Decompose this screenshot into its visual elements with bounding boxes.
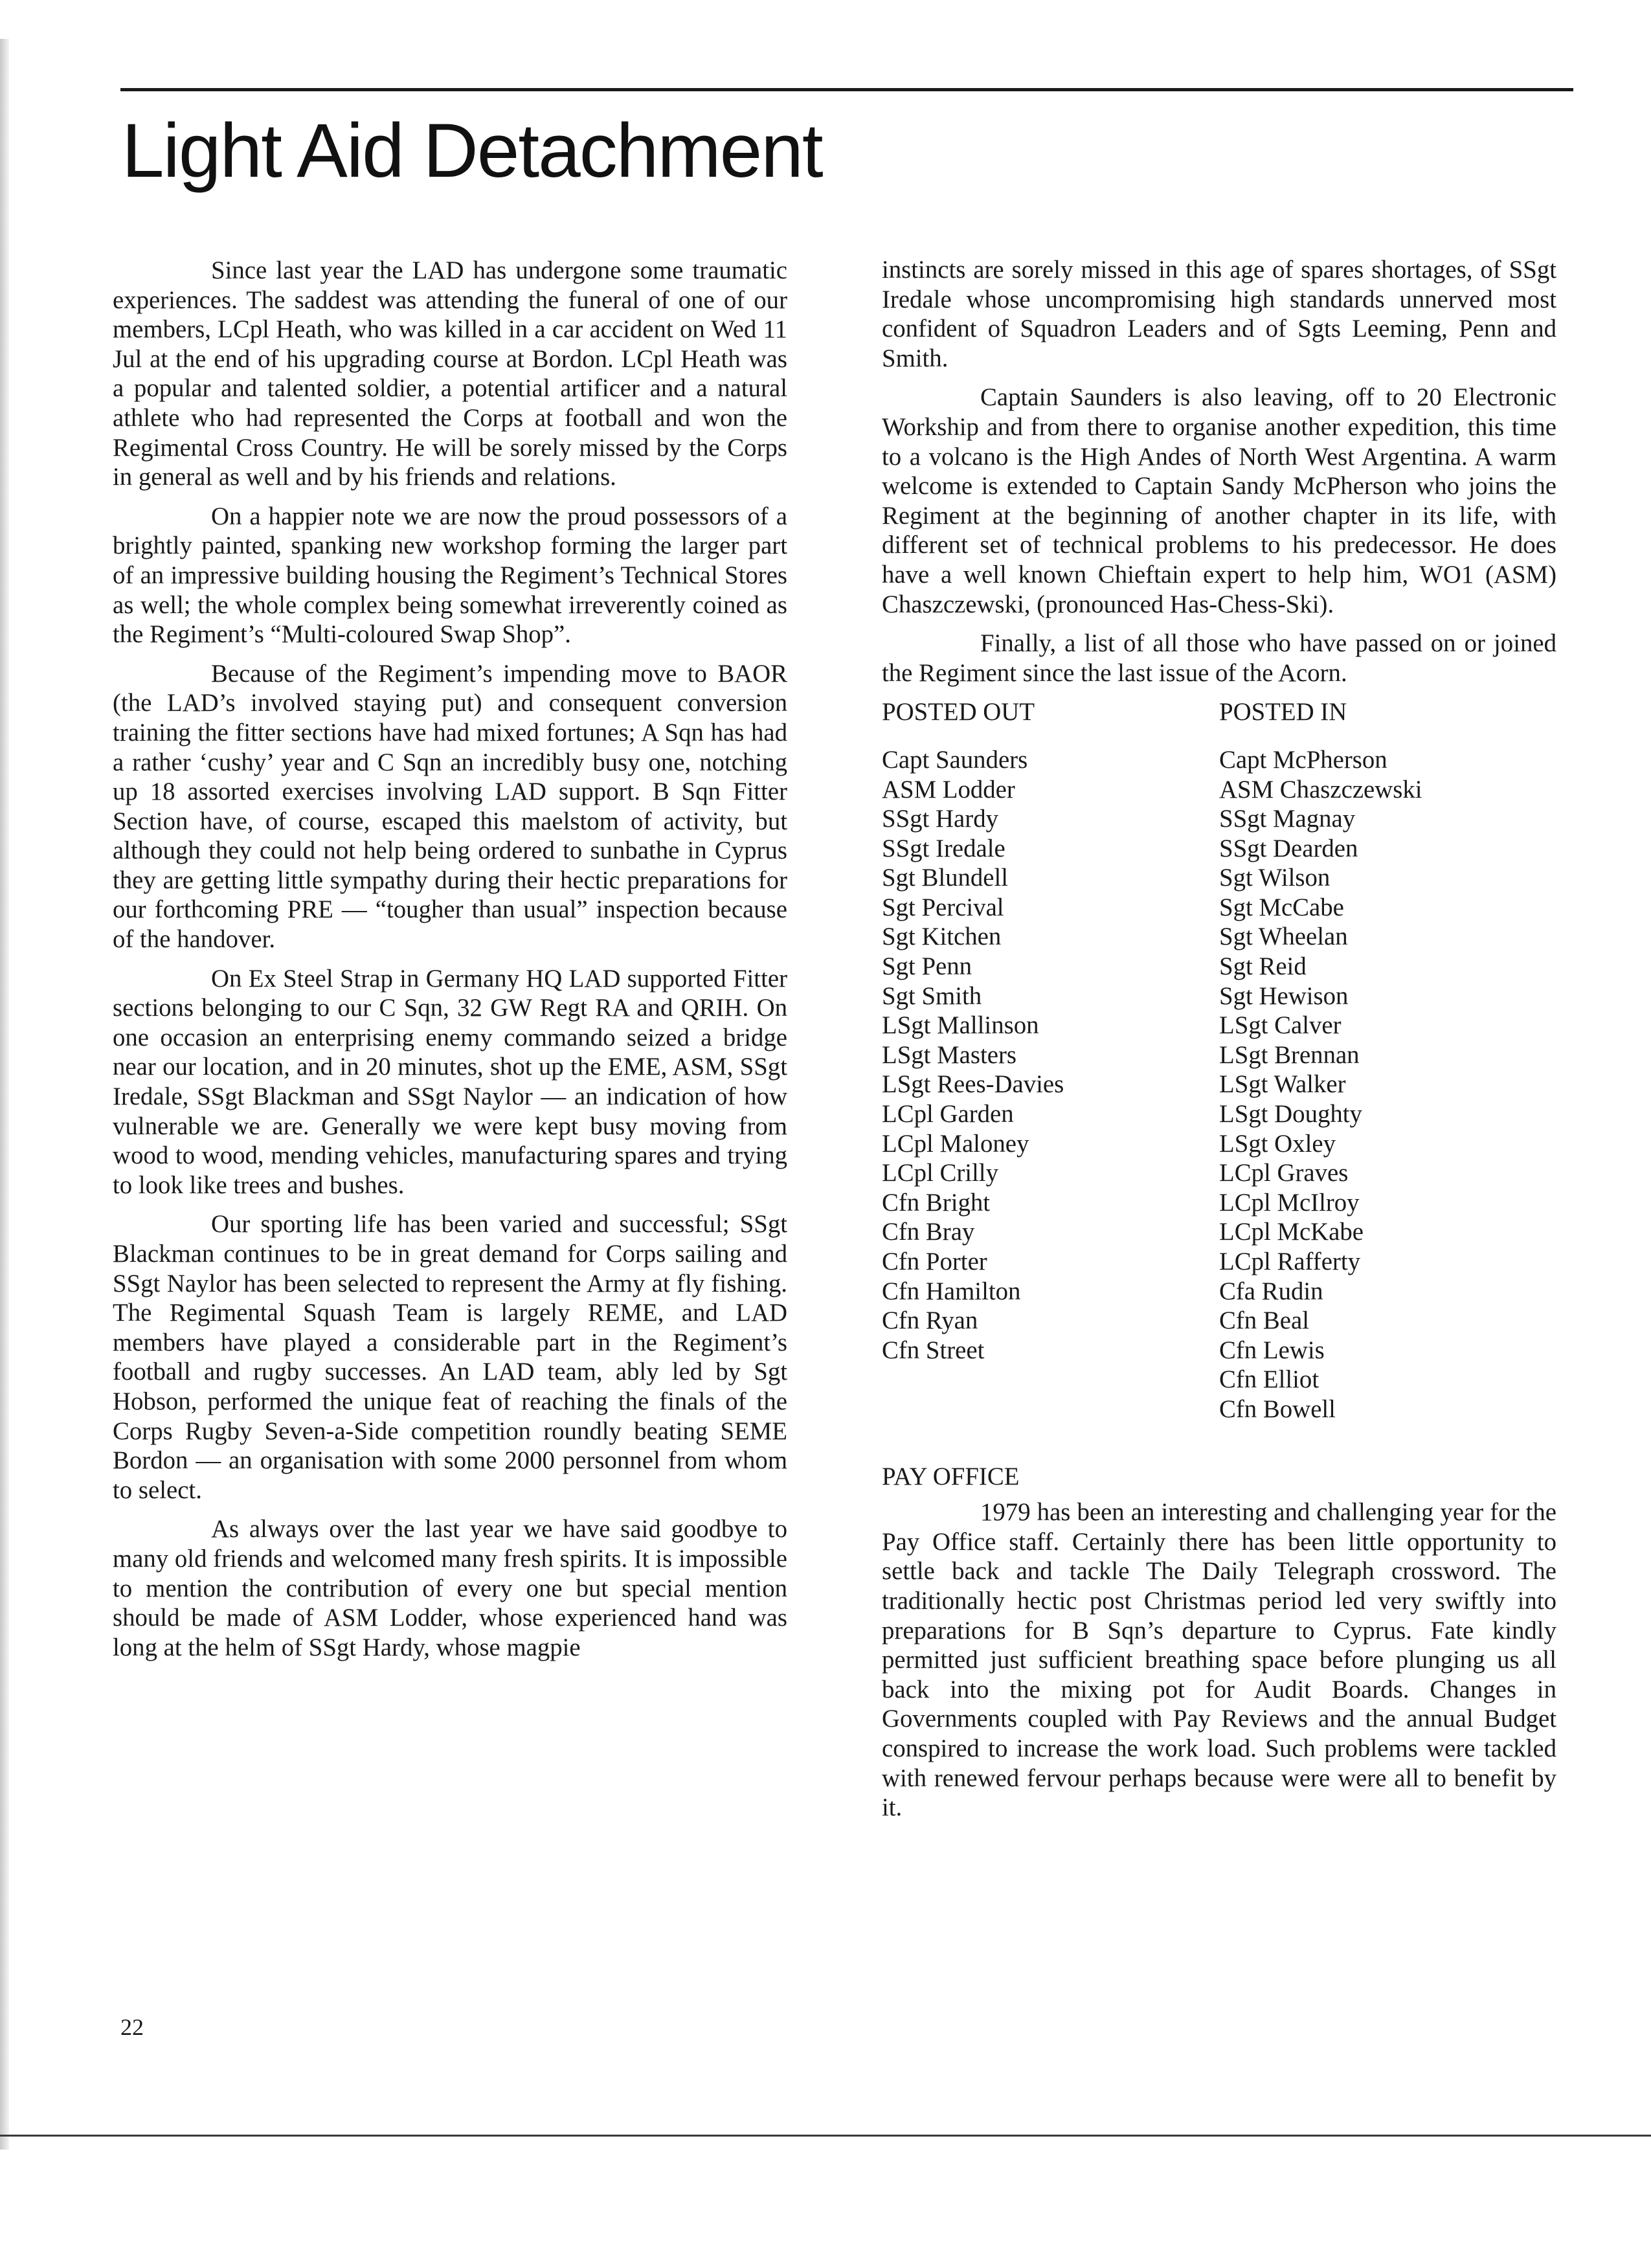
posted-out-heading: POSTED OUT — [882, 698, 1035, 726]
list-item: Cfn Bray — [882, 1218, 975, 1246]
paragraph: Because of the Regiment’s impending move to BAOR (the LAD’s involved staying put) and consequent conversion training the fitter sections have had mixed fortunes; A Sqn has had a rather ‘cushy’ year and C Sqn an incredibly busy one, notching up 18 assorted exercises involving LAD support. B Sqn Fitter Section have, of course, escaped this maelstom of activity, but although they could not help being ordered to sunbathe in Cyprus they are getting little sympathy during their hectic preparations for our forthcoming PRE — “tougher than usual” inspection because of the handover. — [113, 659, 787, 954]
list-item: Cfn Ryan — [882, 1307, 978, 1335]
list-item: Capt McPherson — [1219, 745, 1387, 774]
pay-office-paragraph: 1979 has been an interesting and challenging year for the Pay Office staff. Certainly there has been little opportunity to settle back and tackle The Daily Telegraph crossword. The traditionally hectic post Christmas period led very swiftly into preparations for B Sqn’s departure to Cyprus. Fate kindly permitted just sufficient breathing space before plunging us all back into the mixing pot for Audit Boards. Changes in Governments coupled with Pay Reviews and the annual Budget conspired to increase the work load. Such problems were tackled with renewed fervour perhaps because were were all to benefit by it. — [882, 1498, 1556, 1822]
list-item: Cfn Bright — [882, 1188, 991, 1217]
list-item: Cfn Street — [882, 1336, 985, 1364]
posted-in-heading: POSTED IN — [1219, 698, 1347, 726]
paragraph: On a happier note we are now the proud possessors of a brightly painted, spanking new workshop forming the larger part of an impressive building housing the Regiment’s Technical Stores as well; the whole complex being somewhat irreverently coined as the Regiment’s “Multi-coloured Swap Shop”. — [113, 502, 787, 649]
list-item: LCpl McIlroy — [1219, 1188, 1360, 1217]
list-item: Sgt Blundell — [882, 864, 1009, 892]
list-item: LSgt Masters — [882, 1040, 1016, 1069]
posted-in-list — [1219, 745, 1556, 1424]
posted-out-list — [882, 745, 1219, 1365]
list-item: ASM Chaszczewski — [1219, 775, 1422, 803]
list-item: ASM Lodder — [882, 775, 1015, 803]
list-item: SSgt Dearden — [1219, 834, 1358, 862]
paragraph: Since last year the LAD has undergone some traumatic experiences. The saddest was attending the funeral of one of our members, LCpl Heath, who was killed in a car accident on Wed 11 Jul at the end of his upgrading course at Bordon. LCpl Heath was a popular and talented soldier, a potential artificer and a natural athlete who had represented the Corps at football and won the Regimental Cross Country. He will be sorely missed by the Corps in general as well and by his friends and relations. — [113, 256, 787, 491]
list-item: Sgt Wilson — [1219, 864, 1331, 892]
paragraph: On Ex Steel Strap in Germany HQ LAD supported Fitter sections belonging to our C Sqn, 32 GW Regt RA and QRIH. On one occasion an enterprising enemy commando seized a bridge near our location, and in 20 minutes, shot up the EME, ASM, SSgt Iredale, SSgt Blackman and SSgt Naylor — an indication of how vulnerable we are. Generally we were kept busy moving from wood to wood, mending vehicles, manufacturing spares and trying to look like trees and bushes. — [113, 964, 787, 1199]
list-item: LCpl Graves — [1219, 1159, 1349, 1187]
list-item: Capt Saunders — [882, 745, 1028, 774]
list-item: LSgt Doughty — [1219, 1100, 1362, 1128]
article-title: Light Aid Detachment — [122, 108, 822, 194]
list-item: LSgt Brennan — [1219, 1040, 1360, 1069]
list-item: LSgt Mallinson — [882, 1011, 1039, 1040]
pay-office-heading: PAY OFFICE — [882, 1462, 1020, 1490]
posted-out-section — [882, 697, 1219, 1424]
list-item: Cfn Beal — [1219, 1307, 1309, 1335]
list-item: Cfn Hamilton — [882, 1277, 1021, 1305]
list-item: LCpl Maloney — [882, 1129, 1029, 1158]
list-item: LCpl McKabe — [1219, 1218, 1364, 1246]
list-item: Cfn Bowell — [1219, 1395, 1336, 1423]
list-item: Sgt Kitchen — [882, 923, 1002, 951]
list-item: Sgt Penn — [882, 952, 972, 981]
left-column — [113, 256, 787, 1672]
list-item: Cfn Elliot — [1219, 1365, 1320, 1394]
list-item: LSgt Walker — [1219, 1070, 1346, 1099]
list-item: LCpl Garden — [882, 1100, 1014, 1128]
list-item: SSgt Magnay — [1219, 805, 1356, 833]
list-item: Sgt Reid — [1219, 952, 1307, 981]
list-item: LSgt Calver — [1219, 1011, 1342, 1040]
list-item: SSgt Hardy — [882, 805, 998, 833]
list-item: LSgt Rees-Davies — [882, 1070, 1064, 1099]
list-item: Sgt Wheelan — [1219, 923, 1348, 951]
paragraph: Finally, a list of all those who have passed on or joined the Regiment since the last issue of the Acorn. — [882, 629, 1556, 687]
list-item: Cfn Porter — [882, 1248, 987, 1275]
list-item: Sgt McCabe — [1219, 893, 1344, 921]
paragraph: Our sporting life has been varied and successful; SSgt Blackman continues to be in great demand for Corps sailing and SSgt Naylor has been selected to represent the Army at fly fishing. The Regimental Squash Team is largely REME, and LAD members have played a considerable part in the Regiment’s football and rugby successes. An LAD team, ably led by Sgt Hobson, performed the unique feat of reaching the finals of the Corps Rugby Seven-a-Side competition roundly beating SEME Bordon — an organisation with some 2000 personnel from whom to select. — [113, 1210, 787, 1504]
list-item: Sgt Smith — [882, 982, 982, 1010]
personnel-lists — [882, 697, 1556, 1424]
list-item: LSgt Oxley — [1219, 1129, 1336, 1158]
footer-rule — [0, 2135, 1651, 2137]
header-rule — [120, 88, 1573, 91]
list-item: LCpl Crilly — [882, 1159, 998, 1187]
list-item: Cfa Rudin — [1219, 1277, 1323, 1305]
paragraph: As always over the last year we have said goodbye to many old friends and welcomed many fresh spirits. It is impossible to mention the contribution of every one but special mention should be made of ASM Lodder, whose experienced hand was long at the helm of SSgt Hardy, whose magpie — [113, 1515, 787, 1661]
posted-in-section — [1219, 697, 1556, 1424]
page-number: 22 — [120, 2014, 144, 2040]
paragraph: Captain Saunders is also leaving, off to 20 Electronic Workship and from there to organise another expedition, this time to a volcano is the High Andes of North West Argentina. A warm welcome is extended to Captain Sandy McPherson who joins the Regiment at the beginning of another chapter in its life, with different set of technical problems to his predecessor. He does have a well known Chieftain expert to help him, WO1 (ASM) Chaszczewski, (pronounced Has-Chess-Ski). — [882, 383, 1556, 618]
right-column — [882, 255, 1556, 1832]
list-item: Sgt Percival — [882, 893, 1004, 921]
list-item: Sgt Hewison — [1219, 982, 1349, 1010]
paragraph-continuation: instincts are sorely missed in this age of spares shortages, of SSgt Iredale whose uncompromising high standards unnerved most confident of Squadron Leaders and of Sgts Leeming, Penn and Smith. — [882, 256, 1556, 372]
list-item: Cfn Lewis — [1219, 1336, 1325, 1364]
list-item: LCpl Rafferty — [1219, 1248, 1361, 1275]
list-item: SSgt Iredale — [882, 834, 1005, 862]
scan-edge-shadow — [0, 39, 9, 2150]
